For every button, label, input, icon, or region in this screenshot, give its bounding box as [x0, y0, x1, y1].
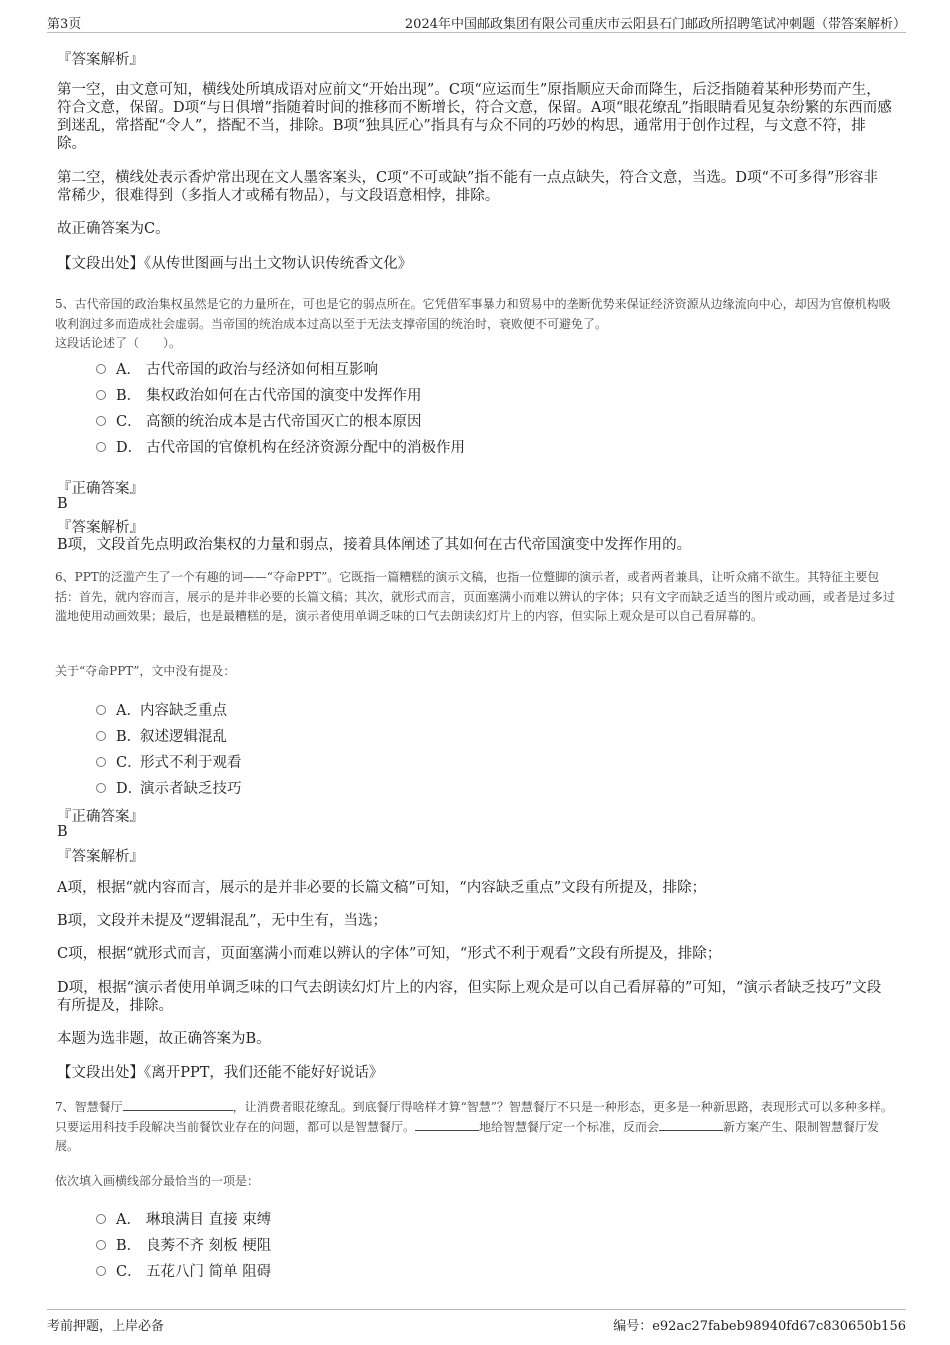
q6-conclusion: 本题为选非题，故正确答案为B。 [57, 1031, 271, 1047]
q5-question: 这段话论述了（ ）。 [55, 336, 182, 350]
q6-option-b[interactable]: B．叙述逻辑混乱 [96, 725, 227, 746]
q6-option-d[interactable]: D．演示者缺乏技巧 [96, 777, 242, 798]
footer-slogan: 考前押题，上岸必备 [47, 1319, 165, 1334]
radio-icon[interactable] [96, 1240, 106, 1250]
page-header [47, 10, 906, 33]
blank-1 [123, 1098, 233, 1111]
q4-analysis-p1: 第一空，由文意可知，横线处所填成语对应前文“开始出现”。C项“应运而生”原指顺应天命而降生，后泛指随着某种形势而产生，符合文意，保留。D项“与日俱增”指随着时间的推移而不断增长，符合文意，保留。A项“眼花缭乱”指眼睛看见复杂纷繁的东西而感到迷乱，常搭配“令人”，搭配不当，排除。B项“独具匠心”指具有与众不同的巧妙的构思，通常用于创作过程，与文意不符，排除。 [57, 82, 892, 152]
q7-option-b[interactable]: B． 良莠不齐 刻板 梗阻 [96, 1234, 271, 1255]
q5-option-b[interactable]: B． 集权政治如何在古代帝国的演变中发挥作用 [96, 384, 422, 405]
q7-question: 依次填入画横线部分最恰当的一项是： [55, 1174, 260, 1188]
q6-analysis-a: A项，根据“就内容而言，展示的是并非必要的长篇文稿”可知，“内容缺乏重点”文段有所提及，排除； [57, 880, 707, 896]
blank-2 [415, 1118, 479, 1131]
q4-conclusion: 故正确答案为C。 [57, 221, 170, 237]
q7-stem: 7、智慧餐厅 ，让消费者眼花缭乱。到底餐厅得啥样才算“智慧”？智慧餐厅不只是一种形态，更多是一种新思路，表现形式可以多种多样。只要运用科技手段解决当前餐饮业存在的问题，都可以是智慧餐厅。 地给智慧餐厅定一个标准，反而会 新方案产生、限制智慧餐厅发展。 [55, 1100, 893, 1153]
radio-icon[interactable] [96, 1266, 106, 1276]
radio-icon[interactable] [96, 705, 106, 715]
document-id: 编号：e92ac27fabeb98940fd67c830650b156 [613, 1319, 906, 1334]
q5-option-a[interactable]: A． 古代帝国的政治与经济如何相互影响 [96, 358, 378, 379]
q5-option-d[interactable]: D． 古代帝国的官僚机构在经济资源分配中的消极作用 [96, 436, 465, 457]
q5-option-c[interactable]: C． 高额的统治成本是古代帝国灭亡的根本原因 [96, 410, 422, 431]
q6-source: 【文段出处】《离开PPT，我们还能不能好好说话》 [57, 1065, 384, 1081]
q6-answer: B [57, 824, 68, 840]
q7-option-a[interactable]: A． 琳琅满目 直接 束缚 [96, 1208, 271, 1229]
q5-analysis-label: 『答案解析』 [57, 520, 144, 536]
q5-analysis: B项，文段首先点明政治集权的力量和弱点，接着具体阐述了其如何在古代帝国演变中发挥作用的。 [57, 537, 692, 553]
radio-icon[interactable] [96, 364, 106, 374]
q6-analysis-c: C项，根据“就形式而言，页面塞满小而难以辨认的字体”可知，“形式不利于观看”文段有所提及，排除； [57, 946, 722, 962]
q6-stem: 6、PPT的泛滥产生了一个有趣的词——“夺命PPT”。它既指一篇糟糕的演示文稿，也指一位蹩脚的演示者，或者两者兼具，让听众痛不欲生。其特征主要包括：首先，就内容而言，展示的是并非必要的长篇文稿；其次，就形式而言，页面塞满小而难以辨认的字体；只有文字而缺乏适当的图片或动画，或者是过多过滥地使用动画效果；最后，也是最糟糕的是，演示者使用单调乏味的口气去朗读幻灯片上的内容，但实际上观众是可以自己看屏幕的。 [55, 570, 896, 623]
blank-3 [659, 1118, 723, 1131]
q7-option-c[interactable]: C． 五花八门 简单 阻碍 [96, 1260, 271, 1281]
radio-icon[interactable] [96, 442, 106, 452]
q5-answer: B [57, 496, 68, 512]
radio-icon[interactable] [96, 1214, 106, 1224]
radio-icon[interactable] [96, 416, 106, 426]
radio-icon[interactable] [96, 731, 106, 741]
page-footer [47, 1309, 906, 1332]
document-title: 2024年中国邮政集团有限公司重庆市云阳县石门邮政所招聘笔试冲刺题（带答案解析） [404, 17, 906, 32]
q4-analysis-label: 『答案解析』 [57, 52, 144, 68]
q4-source: 【文段出处】《从传世图画与出土文物认识传统香文化》 [57, 256, 413, 272]
page-number: 第3页 [47, 17, 82, 32]
radio-icon[interactable] [96, 757, 106, 767]
q6-analysis-label: 『答案解析』 [57, 849, 144, 865]
radio-icon[interactable] [96, 783, 106, 793]
q6-question: 关于“夺命PPT”，文中没有提及： [55, 664, 236, 678]
q6-analysis-d: D项，根据“演示者使用单调乏味的口气去朗读幻灯片上的内容，但实际上观众是可以自己看屏幕的”可知，“演示者缺乏技巧”文段有所提及，排除。 [57, 980, 882, 1014]
q6-analysis-b: B项，文段并未提及“逻辑混乱”，无中生有，当选； [57, 913, 387, 929]
q6-answer-label: 『正确答案』 [57, 809, 144, 825]
radio-icon[interactable] [96, 390, 106, 400]
q6-option-a[interactable]: A．内容缺乏重点 [96, 699, 227, 720]
q6-option-c[interactable]: C．形式不利于观看 [96, 751, 242, 772]
q4-analysis-p2: 第二空，横线处表示香炉常出现在文人墨客案头，C项“不可或缺”指不能有一点点缺失，符合文意，当选。D项“不可多得”形容非常稀少，很难得到（多指人才或稀有物品），与文段语意相悖，排除。 [57, 170, 878, 204]
q5-stem: 5、古代帝国的政治集权虽然是它的力量所在，可也是它的弱点所在。它凭借军事暴力和贸易中的垄断优势来保证经济资源从边缘流向中心，却因为官僚机构吸收利润过多而造成社会虚弱。当帝国的统治成本过高以至于无法支撑帝国的统治时，衰败便不可避免了。 [55, 297, 891, 331]
q5-answer-label: 『正确答案』 [57, 481, 144, 497]
